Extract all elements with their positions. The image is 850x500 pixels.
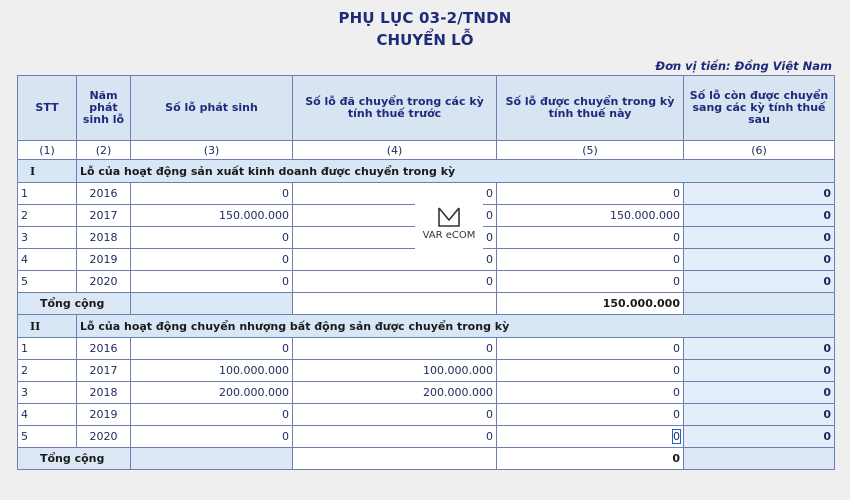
total-loss	[131, 448, 293, 470]
row-year: 2018	[77, 382, 131, 404]
col-number: (3)	[131, 141, 293, 160]
transferred-before-input[interactable]: 100.000.000	[293, 360, 497, 382]
row-year: 2016	[77, 338, 131, 360]
currency-unit: Đơn vị tiền: Đồng Việt Nam	[655, 59, 832, 73]
row-year: 2017	[77, 205, 131, 227]
transferred-before-input[interactable]: 0	[293, 271, 497, 293]
transferred-now-input[interactable]: 150.000.000	[497, 205, 684, 227]
watermark-text: VAR eCOM	[422, 230, 476, 241]
col-number: (5)	[497, 141, 684, 160]
col-header-stt: STT	[18, 76, 77, 141]
transferred-now-input[interactable]: 0	[497, 249, 684, 271]
transferred-now-input[interactable]: 0	[497, 338, 684, 360]
col-header-year: Năm phát sinh lỗ	[77, 76, 131, 141]
loss-input[interactable]: 100.000.000	[131, 360, 293, 382]
transferred-now-input[interactable]: 0	[497, 183, 684, 205]
col-header-transferred-before: Số lỗ đã chuyển trong các kỳ tính thuế trước	[293, 76, 497, 141]
row-stt: 4	[18, 404, 77, 426]
remaining-value: 0	[684, 338, 835, 360]
total-before	[293, 293, 497, 315]
section-title: Lỗ của hoạt động chuyển nhượng bất động sản được chuyển trong kỳ	[77, 315, 835, 338]
remaining-value: 0	[684, 426, 835, 448]
table-row	[18, 426, 835, 448]
row-year: 2020	[77, 426, 131, 448]
remaining-value: 0	[684, 360, 835, 382]
total-before	[293, 448, 497, 470]
row-year: 2016	[77, 183, 131, 205]
transferred-now-input[interactable]: 0	[497, 271, 684, 293]
transferred-now-input[interactable]: 0	[497, 426, 684, 448]
loss-input[interactable]: 0	[131, 271, 293, 293]
remaining-value: 0	[684, 183, 835, 205]
transferred-before-input[interactable]: 0	[293, 205, 497, 227]
row-year: 2019	[77, 249, 131, 271]
remaining-value: 0	[684, 205, 835, 227]
table-header	[18, 76, 835, 141]
row-stt: 4	[18, 249, 77, 271]
row-year: 2017	[77, 360, 131, 382]
total-row	[18, 293, 835, 315]
total-remaining	[684, 448, 835, 470]
loss-input[interactable]: 0	[131, 183, 293, 205]
row-stt: 1	[18, 183, 77, 205]
remaining-value: 0	[684, 382, 835, 404]
row-stt: 5	[18, 271, 77, 293]
transferred-now-input[interactable]: 0	[497, 404, 684, 426]
form-title: PHỤ LỤC 03-2/TNDN	[338, 9, 512, 27]
transferred-before-input[interactable]: 0	[293, 404, 497, 426]
row-stt: 3	[18, 227, 77, 249]
loss-input[interactable]: 150.000.000	[131, 205, 293, 227]
row-stt: 1	[18, 338, 77, 360]
row-year: 2019	[77, 404, 131, 426]
row-stt: 2	[18, 205, 77, 227]
col-number: (1)	[18, 141, 77, 160]
col-header-transferred-now: Số lỗ được chuyển trong kỳ tính thuế này	[497, 76, 684, 141]
loss-input[interactable]: 0	[131, 227, 293, 249]
transferred-before-input[interactable]: 0	[293, 227, 497, 249]
section-roman: II	[18, 315, 77, 338]
col-header-loss: Số lỗ phát sinh	[131, 76, 293, 141]
transferred-before-input[interactable]: 0	[293, 426, 497, 448]
total-loss	[131, 293, 293, 315]
watermark	[415, 200, 483, 252]
transferred-now-input[interactable]: 0	[497, 227, 684, 249]
table-row	[18, 338, 835, 360]
remaining-value: 0	[684, 271, 835, 293]
col-header-remaining: Số lỗ còn được chuyển sang các kỳ tính thuế sau	[684, 76, 835, 141]
section-header	[18, 160, 835, 183]
transferred-before-input[interactable]: 0	[293, 249, 497, 271]
section-title: Lỗ của hoạt động sản xuất kinh doanh được chuyển trong kỳ	[77, 160, 835, 183]
row-stt: 5	[18, 426, 77, 448]
loss-input[interactable]: 200.000.000	[131, 382, 293, 404]
total-remaining	[684, 293, 835, 315]
remaining-value: 0	[684, 249, 835, 271]
col-number: (2)	[77, 141, 131, 160]
total-label: Tổng cộng	[18, 293, 131, 315]
row-stt: 2	[18, 360, 77, 382]
remaining-value: 0	[684, 227, 835, 249]
table-row	[18, 271, 835, 293]
column-number-row	[18, 141, 835, 160]
remaining-value: 0	[684, 404, 835, 426]
transferred-before-input[interactable]: 0	[293, 183, 497, 205]
table-row	[18, 360, 835, 382]
row-stt: 3	[18, 382, 77, 404]
total-label: Tổng cộng	[18, 448, 131, 470]
table-row	[18, 404, 835, 426]
envelope-check-icon	[436, 202, 462, 230]
row-year: 2018	[77, 227, 131, 249]
transferred-before-input[interactable]: 200.000.000	[293, 382, 497, 404]
form-subtitle: CHUYỂN LỖ	[376, 31, 474, 49]
section-roman: I	[18, 160, 77, 183]
row-year: 2020	[77, 271, 131, 293]
total-transferred-now: 0	[497, 448, 684, 470]
table-row	[18, 382, 835, 404]
total-row	[18, 448, 835, 470]
col-number: (6)	[684, 141, 835, 160]
loss-input[interactable]: 0	[131, 338, 293, 360]
total-transferred-now: 150.000.000	[497, 293, 684, 315]
loss-input[interactable]: 0	[131, 249, 293, 271]
loss-transfer-table	[17, 75, 835, 470]
loss-input[interactable]: 0	[131, 426, 293, 448]
transferred-now-input[interactable]: 0	[497, 382, 684, 404]
transferred-now-input[interactable]: 0	[497, 360, 684, 382]
col-number: (4)	[293, 141, 497, 160]
loss-input[interactable]: 0	[131, 404, 293, 426]
transferred-before-input[interactable]: 0	[293, 338, 497, 360]
section-header	[18, 315, 835, 338]
